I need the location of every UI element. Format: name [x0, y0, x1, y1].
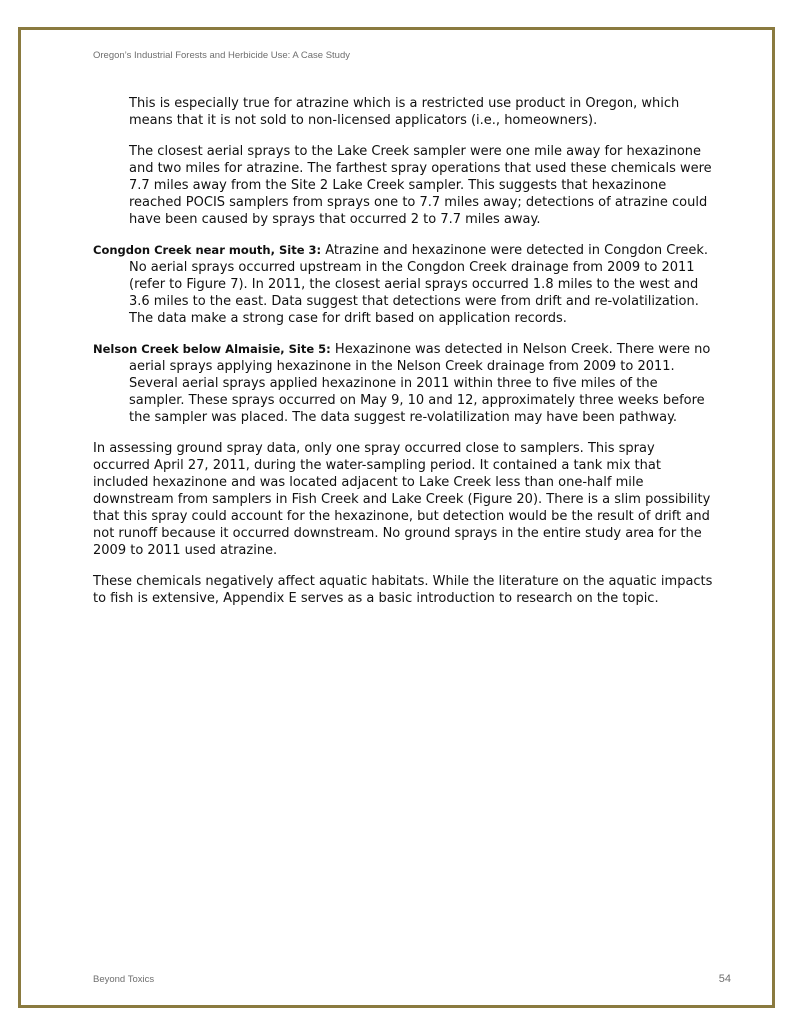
paragraph-lake-creek-sprays: The closest aerial sprays to the Lake Creek sampler were one mile away for hexazinone and two miles for atrazine. The farthest spray operations that used these chemicals were 7.7 miles away from the Site 2 Lake Creek sampler. This suggests that hexazinone reached POCIS samplers from sprays one to 7.7 miles away; detections of atrazine could have been caused by sprays that occurred 2 to 7.7 miles away. — [129, 144, 712, 227]
paragraph-site-3 — [93, 242, 713, 327]
site-5-text: Hexazinone was detected in Nelson Creek. There were no aerial sprays applying hexazinone in the Nelson Creek drainage from 2009 to 2011. Several aerial sprays applied hexazinone in 2011 within three to five miles of the sampler. These sprays occurred on May 9, 10 and 12, approximately three weeks before the sampler was placed. The data suggest re-volatilization may have been pathway. — [129, 342, 711, 425]
running-header: Oregon’s Industrial Forests and Herbicide Use: A Case Study — [93, 50, 350, 61]
paragraph-site-5 — [93, 341, 713, 426]
paragraph-atrazine-restricted: This is especially true for atrazine which is a restricted use product in Oregon, which means that it is not sold to non-licensed applicators (i.e., homeowners). — [129, 96, 680, 128]
footer-organization: Beyond Toxics — [93, 974, 155, 985]
paragraph-ground-spray: In assessing ground spray data, only one spray occurred close to samplers. This spray occurred April 27, 2011, during the water-sampling period. It contained a tank mix that included hexazinone and was located adjacent to Lake Creek less than one-half mile downstream from samplers in Fish Creek and Lake Creek (Figure 20). There is a slim possibility that this spray could account for the hexazinone, but detection would be the result of drift and not runoff because it occurred downstream. No ground sprays in the entire study area for the 2009 to 2011 used atrazine. — [93, 441, 711, 558]
page-number: 54 — [718, 973, 731, 985]
document-body — [93, 95, 713, 621]
site-3-label: Congdon Creek near mouth, Site 3: — [93, 243, 322, 257]
site-3-text: Atrazine and hexazinone were detected in Congdon Creek. No aerial sprays occurred upstream in the Congdon Creek drainage from 2009 to 2011 (refer to Figure 7). In 2011, the closest aerial sprays occurred 1.8 miles to the west and 3.6 miles to the east. Data suggest that detections were from drift and re-volatilization. The data make a strong case for drift based on application records. — [129, 243, 709, 326]
site-5-label: Nelson Creek below Almaisie, Site 5: — [93, 342, 331, 356]
paragraph-aquatic-habitats: These chemicals negatively affect aquatic habitats. While the literature on the aquatic impacts to fish is extensive, Appendix E serves as a basic introduction to research on the topic. — [93, 574, 713, 606]
